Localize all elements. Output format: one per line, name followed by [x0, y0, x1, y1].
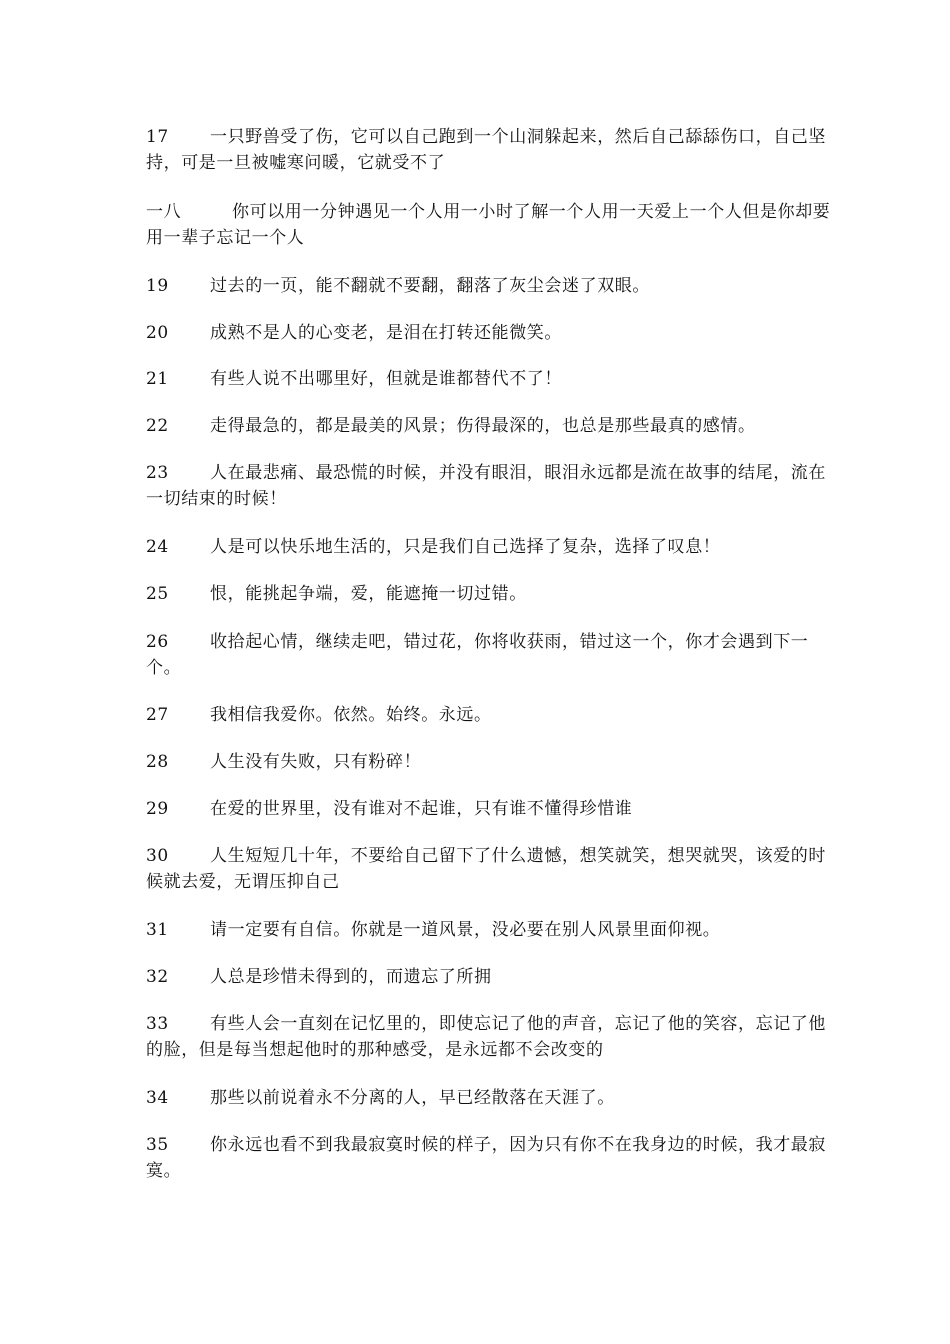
- quote-entry-23: [146, 460, 836, 512]
- quote-text: 你永远也看不到我最寂寞时候的样子，因为只有你不在我身边的时候，我才最寂寞。: [146, 1135, 826, 1181]
- quote-entry-34: [146, 1085, 836, 1111]
- quote-number: 33: [146, 1014, 169, 1034]
- quote-number: 21: [146, 369, 169, 389]
- quote-number: 32: [146, 967, 169, 987]
- quote-number: 31: [146, 920, 169, 940]
- quote-number: 19: [146, 276, 169, 296]
- quote-entry-21: [146, 366, 836, 392]
- quote-entry-18: [146, 199, 836, 251]
- quote-text: 那些以前说着永不分离的人，早已经散落在天涯了。: [210, 1088, 615, 1108]
- quote-entry-20: [146, 320, 836, 346]
- quote-number: 28: [146, 752, 169, 772]
- quote-text: 请一定要有自信。你就是一道风景，没必要在别人风景里面仰视。: [210, 920, 721, 940]
- quote-entry-17: [146, 124, 836, 176]
- quote-entry-30: [146, 843, 836, 895]
- quote-text: 人在最悲痛、最恐慌的时候，并没有眼泪，眼泪永远都是流在故事的结尾，流在一切结束的时候！: [146, 463, 826, 509]
- quote-entry-29: [146, 796, 836, 822]
- quote-number: 22: [146, 416, 169, 436]
- quote-number: 24: [146, 537, 169, 557]
- quote-entry-25: [146, 581, 836, 607]
- quote-text: 人生短短几十年，不要给自己留下了什么遗憾，想笑就笑，想哭就哭，该爱的时候就去爱，无谓压抑自己: [146, 846, 826, 892]
- quote-text: 人是可以快乐地生活的，只是我们自己选择了复杂，选择了叹息！: [210, 537, 721, 557]
- quote-text: 人生没有失败，只有粉碎！: [210, 752, 422, 772]
- quote-text: 过去的一页，能不翻就不要翻，翻落了灰尘会迷了双眼。: [210, 276, 650, 296]
- quote-text: 成熟不是人的心变老，是泪在打转还能微笑。: [210, 323, 562, 343]
- quote-number: 23: [146, 463, 169, 483]
- quote-number: 30: [146, 846, 169, 866]
- quote-entry-19: [146, 273, 836, 299]
- quote-entry-26: [146, 629, 836, 681]
- quote-entry-33: [146, 1011, 836, 1063]
- quote-number: 20: [146, 323, 169, 343]
- quote-text: 收拾起心情，继续走吧，错过花，你将收获雨，错过这一个，你才会遇到下一个。: [146, 632, 809, 678]
- quote-text: 有些人会一直刻在记忆里的，即使忘记了他的声音，忘记了他的笑容，忘记了他的脸，但是每当想起他时的那种感受，是永远都不会改变的: [146, 1014, 826, 1060]
- quote-text: 一只野兽受了伤，它可以自己跑到一个山洞躲起来，然后自己舔舔伤口，自己坚持，可是一旦被嘘寒问暖，它就受不了: [146, 127, 826, 173]
- quote-entry-31: [146, 917, 836, 943]
- quote-text: 你可以用一分钟遇见一个人用一小时了解一个人用一天爱上一个人但是你却要用一辈子忘记一个人: [146, 202, 831, 248]
- quote-number: 一八: [146, 202, 182, 222]
- quote-entry-27: [146, 702, 836, 728]
- quote-number: 29: [146, 799, 169, 819]
- quote-entry-32: [146, 964, 836, 990]
- quote-text: 在爱的世界里，没有谁对不起谁，只有谁不懂得珍惜谁: [210, 799, 633, 819]
- quote-number: 17: [146, 127, 169, 147]
- quote-list: [146, 124, 836, 1184]
- quote-number: 34: [146, 1088, 169, 1108]
- quote-entry-28: [146, 749, 836, 775]
- quote-entry-35: [146, 1132, 836, 1184]
- quote-entry-24: [146, 534, 836, 560]
- quote-number: 26: [146, 632, 169, 652]
- quote-text: 人总是珍惜未得到的，而遗忘了所拥: [210, 967, 492, 987]
- quote-number: 35: [146, 1135, 169, 1155]
- quote-number: 25: [146, 584, 169, 604]
- quote-entry-22: [146, 413, 836, 439]
- quote-text: 有些人说不出哪里好，但就是谁都替代不了！: [210, 369, 562, 389]
- quote-text: 我相信我爱你。依然。始终。永远。: [210, 705, 492, 725]
- quote-text: 走得最急的，都是最美的风景；伤得最深的，也总是那些最真的感情。: [210, 416, 756, 436]
- quote-text: 恨，能挑起争端，爱，能遮掩一切过错。: [210, 584, 527, 604]
- quote-number: 27: [146, 705, 169, 725]
